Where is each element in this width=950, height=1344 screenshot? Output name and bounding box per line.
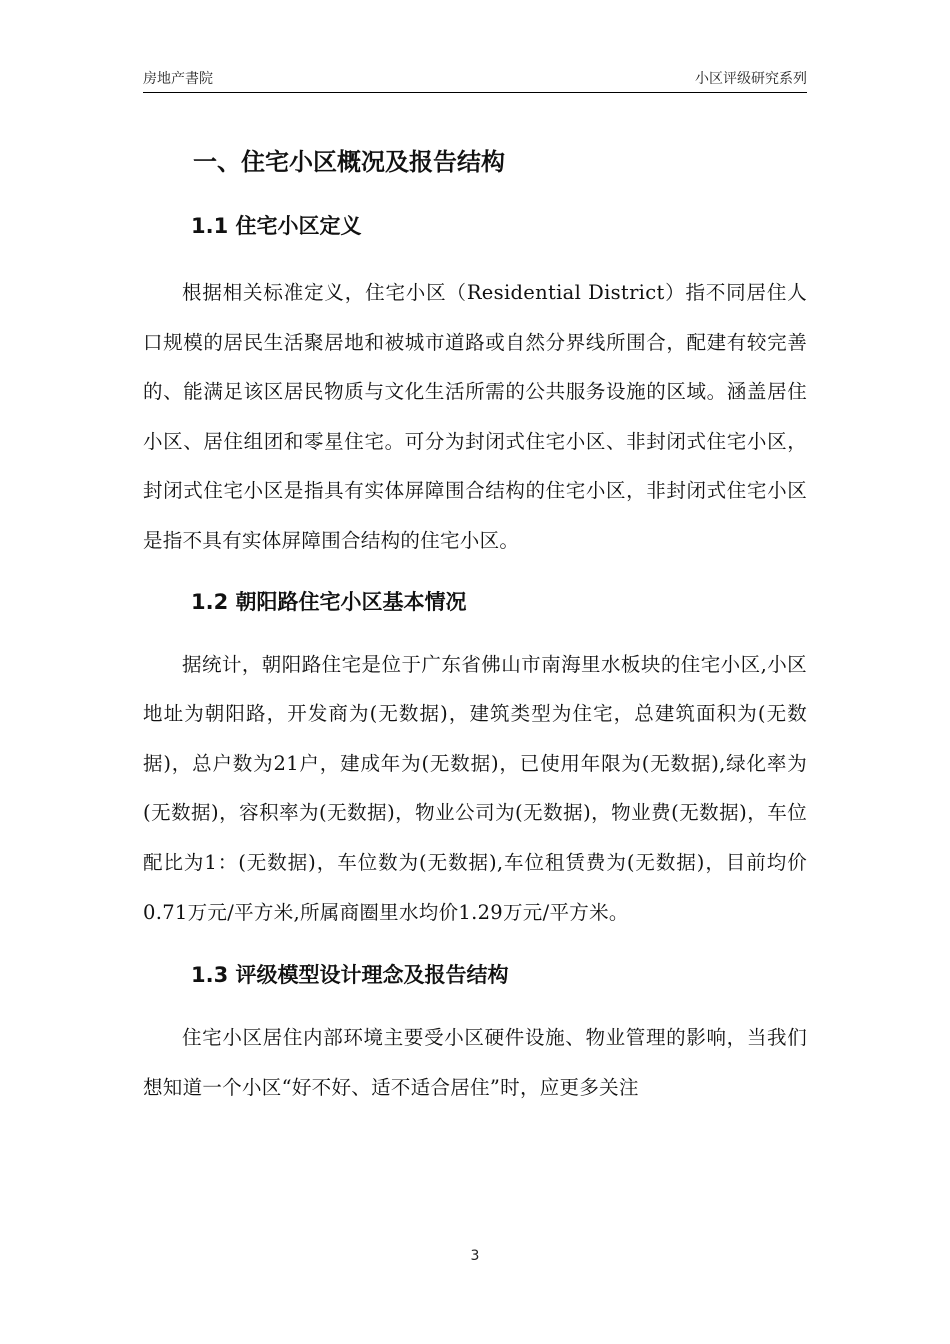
- page-header: [143, 66, 807, 93]
- paragraph-basic-info: 据统计，朝阳路住宅是位于广东省佛山市南海里水板块的住宅小区,小区地址为朝阳路，开发商为(无数据)，建筑类型为住宅，总建筑面积为(无数据)，总户数为21户，建成年为(无数据)，已使用年限为(无数据),绿化率为(无数据)，容积率为(无数据)，物业公司为(无数据)，物业费(无数据)，车位配比为1：(无数据)，车位数为(无数据),车位租赁费为(无数据)，目前均价0.71万元/平方米,所属商圈里水均价1.29万元/平方米。: [143, 652, 807, 924]
- subsection-heading-1-2: 1.2 朝阳路住宅小区基本情况: [191, 589, 467, 614]
- paragraph-model-design: 住宅小区居住内部环境主要受小区硬件设施、物业管理的影响，当我们想知道一个小区“好不好、适不适合居住”时，应更多关注: [143, 1026, 807, 1099]
- section-title: 一、住宅小区概况及报告结构: [193, 148, 505, 176]
- paragraph-definition: 根据相关标准定义，住宅小区（Residential District）指不同居住人口规模的居民生活聚居地和被城市道路或自然分界线所围合，配建有较完善的、能满足该区居民物质与文化生活所需的公共服务设施的区域。涵盖居住小区、居住组团和零星住宅。可分为封闭式住宅小区、非封闭式住宅小区，封闭式住宅小区是指具有实体屏障围合结构的住宅小区，非封闭式住宅小区是指不具有实体屏障围合结构的住宅小区。: [143, 281, 807, 552]
- header-right-title: 小区评级研究系列: [695, 71, 807, 87]
- page-number: 3: [470, 1248, 480, 1264]
- header-left-title: 房地产書院: [143, 71, 213, 87]
- subsection-heading-1-1: 1.1 住宅小区定义: [191, 214, 362, 238]
- subsection-heading-1-3: 1.3 评级模型设计理念及报告结构: [191, 963, 509, 988]
- page-body: [143, 140, 807, 1112]
